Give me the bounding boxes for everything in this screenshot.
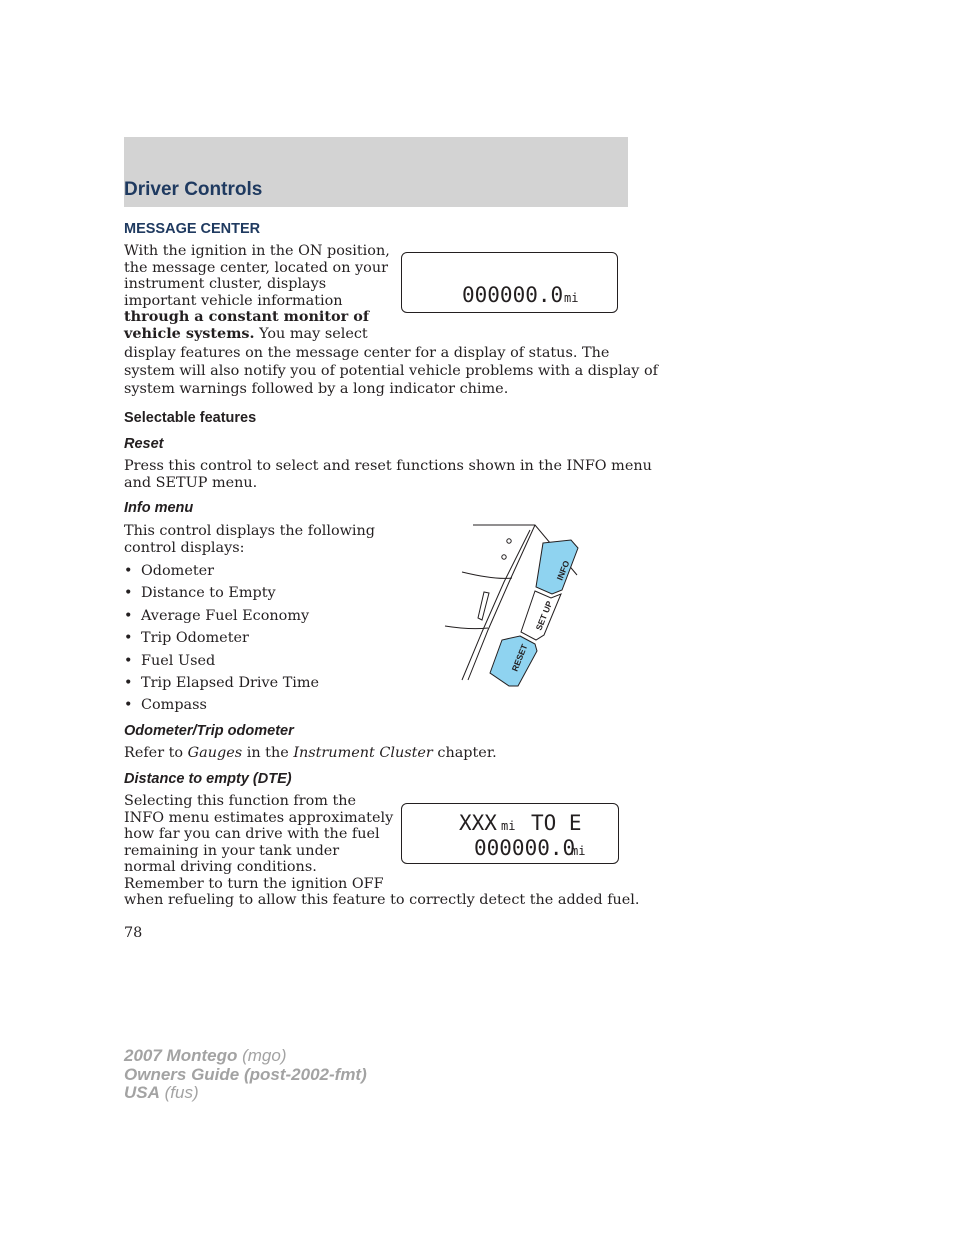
info-button-label: INFO (554, 559, 572, 582)
dte-display-unit: mi (501, 819, 516, 833)
reset-button-label: RESET (509, 642, 530, 673)
dte-display-to-e: TO E (531, 811, 582, 835)
footer-region: USA (124, 1083, 160, 1102)
info-menu-text (124, 523, 375, 556)
list-item: • Odometer (124, 563, 215, 579)
odometer-text: Refer to Gauges in the Instrument Cluster chapter. (124, 745, 497, 761)
list-item: • Trip Odometer (124, 630, 249, 647)
body-line: display features on the message center for a display of status. The (124, 345, 610, 361)
bullet-icon: • (124, 697, 133, 714)
indicator-dot (502, 555, 506, 559)
ref-gauges: Gauges (187, 745, 243, 761)
footer-guide: Owners Guide (post-2002-fmt) (124, 1064, 367, 1084)
dte-heading: Distance to empty (DTE) (124, 771, 292, 787)
reset-text (124, 458, 652, 491)
reset-line: Press this control to select and reset functions shown in the INFO menu (124, 458, 652, 474)
bullet-icon: • (124, 652, 133, 669)
message-center-intro (124, 243, 390, 342)
message-center-heading: MESSAGE CENTER (124, 221, 261, 237)
ref-instrument-cluster: Instrument Cluster (293, 745, 433, 761)
info-menu-list (124, 561, 319, 718)
section-title: Driver Controls (124, 179, 263, 200)
odometer-heading: Odometer/Trip odometer (124, 723, 294, 739)
info-menu-heading: Info menu (124, 500, 194, 516)
bullet-icon: • (124, 674, 133, 691)
dte-display-odometer: 000000.0 (474, 836, 576, 860)
body-line: system warnings followed by a long indicator chime. (124, 381, 509, 397)
list-item: • Compass (124, 697, 207, 714)
intro-line-tail: You may select (254, 325, 368, 342)
slot-shape (478, 592, 489, 620)
dte-display (401, 803, 619, 864)
section-header-band (124, 137, 628, 207)
dte-line: INFO menu estimates approximately (124, 809, 394, 826)
dte-line: normal driving conditions. (124, 859, 317, 875)
list-item: • Average Fuel Economy (124, 607, 310, 624)
bullet-icon: • (124, 563, 133, 579)
dte-line: Selecting this function from the (124, 793, 357, 809)
bullet-icon: • (124, 585, 133, 602)
display-odometer: 000000.0 (462, 283, 564, 307)
reset-line: and SETUP menu. (124, 474, 258, 491)
intro-line: instrument cluster, displays (124, 276, 327, 292)
setup-button-label: SET UP (533, 599, 555, 632)
list-item: • Distance to Empty (124, 585, 276, 602)
info-button[interactable] (536, 540, 578, 594)
page-number: 78 (124, 925, 143, 941)
selectable-features-heading: Selectable features (124, 410, 257, 426)
list-item: • Trip Elapsed Drive Time (124, 674, 320, 691)
intro-bold-line: through a constant monitor of (124, 308, 370, 325)
dte-display-unit2: mi (571, 844, 586, 858)
list-item: • Fuel Used (124, 652, 216, 669)
info-line: control displays: (124, 539, 245, 556)
panel-line (462, 572, 512, 578)
dte-line: Remember to turn the ignition OFF (124, 875, 384, 892)
dte-line: remaining in your tank under (124, 842, 340, 859)
steering-controls-illustration (440, 520, 585, 690)
bullet-icon: • (124, 607, 133, 624)
intro-bold-line: vehicle systems. (124, 324, 255, 342)
intro-line: the message center, located on your (124, 259, 388, 276)
intro-line: important vehicle information (124, 292, 343, 309)
dte-line: how far you can drive with the fuel (124, 826, 380, 842)
message-center-display (401, 252, 618, 313)
dte-display-xxx: XXX (459, 811, 497, 835)
indicator-dot (507, 539, 511, 543)
dte-line: when refueling to allow this feature to correctly detect the added fuel. (124, 892, 640, 908)
body-line: system will also notify you of potential vehicle problems with a display of (124, 363, 659, 379)
message-center-body (124, 344, 658, 398)
info-line: This control displays the following (124, 523, 376, 539)
document-footer: 2007 Montego (mgo) Owners Guide (post-2002-fmt) USA (fus) (124, 1046, 367, 1102)
intro-line: With the ignition in the ON position, (124, 243, 390, 259)
bullet-icon: • (124, 630, 133, 647)
display-unit: mi (564, 291, 579, 305)
panel-line (445, 626, 488, 629)
reset-heading: Reset (124, 436, 164, 452)
footer-model: 2007 Montego (124, 1046, 238, 1065)
